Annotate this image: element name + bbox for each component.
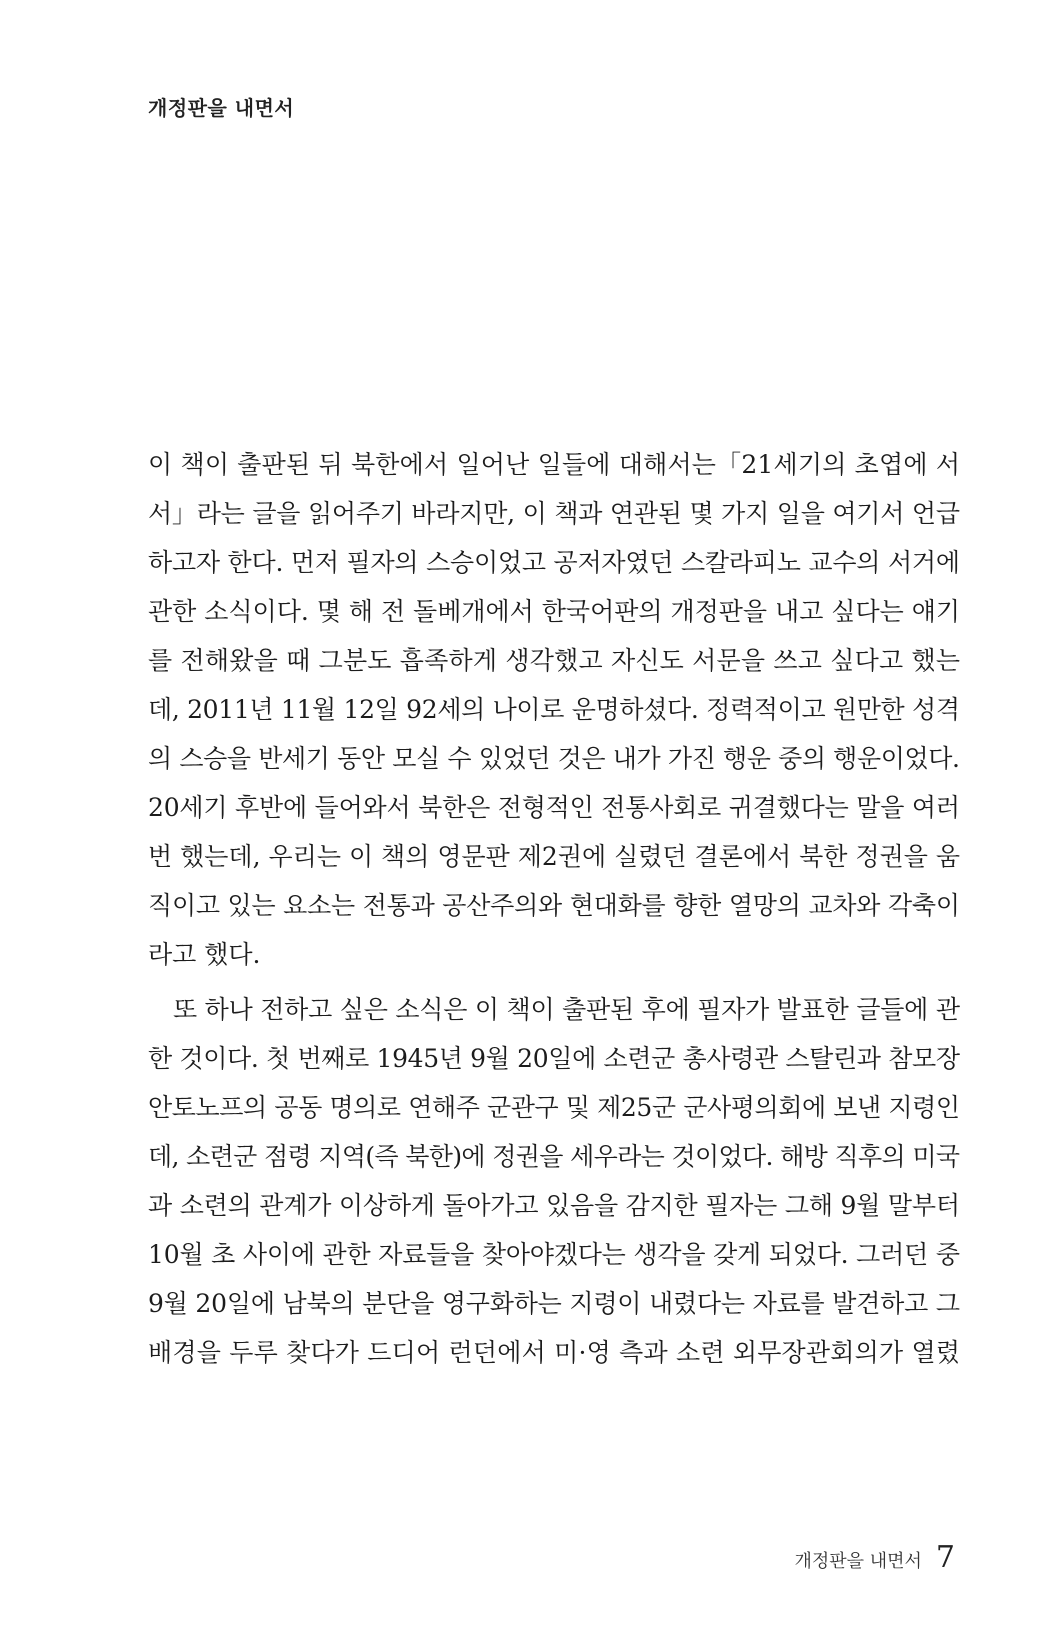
text-line: 라고 했다.: [148, 940, 261, 969]
running-header: 개정판을 내면서: [148, 96, 295, 120]
text-line: 를 전해왔을 때 그분도 흡족하게 생각했고 자신도 서문을 쓰고 싶다고 했는: [148, 646, 961, 675]
body-text: [148, 440, 960, 1377]
text-line: 과 소련의 관계가 이상하게 돌아가고 있음을 감지한 필자는 그해 9월 말부터: [148, 1191, 960, 1220]
text-line: 안토노프의 공동 명의로 연해주 군관구 및 제25군 군사평의회에 보낸 지령인: [148, 1093, 960, 1122]
text-line: 배경을 두루 찾다가 드디어 런던에서 미·영 측과 소련 외무장관회의가 열렸: [148, 1338, 961, 1367]
page-footer: [794, 1540, 955, 1575]
page-number: 7: [935, 1540, 955, 1575]
footer-running-title: 개정판을 내면서: [794, 1551, 922, 1572]
text-line: 10월 초 사이에 관한 자료들을 찾아야겠다는 생각을 갖게 되었다. 그러던 중: [148, 1240, 960, 1269]
text-line: 한 것이다. 첫 번째로 1945년 9월 20일에 소련군 총사령관 스탈린과 참모장: [148, 1044, 960, 1073]
text-line: 하고자 한다. 먼저 필자의 스승이었고 공저자였던 스칼라피노 교수의 서거에: [148, 548, 960, 577]
text-line: 의 스승을 반세기 동안 모실 수 있었던 것은 내가 가진 행운 중의 행운이었다.: [148, 744, 960, 773]
text-line: 이 책이 출판된 뒤 북한에서 일어난 일들에 대해서는「21세기의 초엽에 서: [148, 450, 961, 479]
text-line: 데, 2011년 11월 12일 92세의 나이로 운명하셨다. 정력적이고 원만한 성격: [148, 695, 960, 724]
text-line: 직이고 있는 요소는 전통과 공산주의와 현대화를 향한 열망의 교차와 각축이: [148, 891, 960, 920]
text-line: 관한 소식이다. 몇 해 전 돌베개에서 한국어판의 개정판을 내고 싶다는 얘기: [148, 597, 960, 626]
text-line-indented: 또 하나 전하고 싶은 소식은 이 책이 출판된 후에 필자가 발표한 글들에 관: [173, 995, 960, 1024]
text-line: 20세기 후반에 들어와서 북한은 전형적인 전통사회로 귀결했다는 말을 여러: [148, 793, 960, 822]
text-line: 서」라는 글을 읽어주기 바라지만, 이 책과 연관된 몇 가지 일을 여기서 언급: [148, 499, 960, 528]
text-line: 번 했는데, 우리는 이 책의 영문판 제2권에 실렸던 결론에서 북한 정권을 움: [148, 842, 961, 871]
text-line: 데, 소련군 점령 지역(즉 북한)에 정권을 세우라는 것이었다. 해방 직후의 미국: [148, 1142, 960, 1171]
text-line: 9월 20일에 남북의 분단을 영구화하는 지령이 내렸다는 자료를 발견하고 그: [148, 1289, 960, 1318]
